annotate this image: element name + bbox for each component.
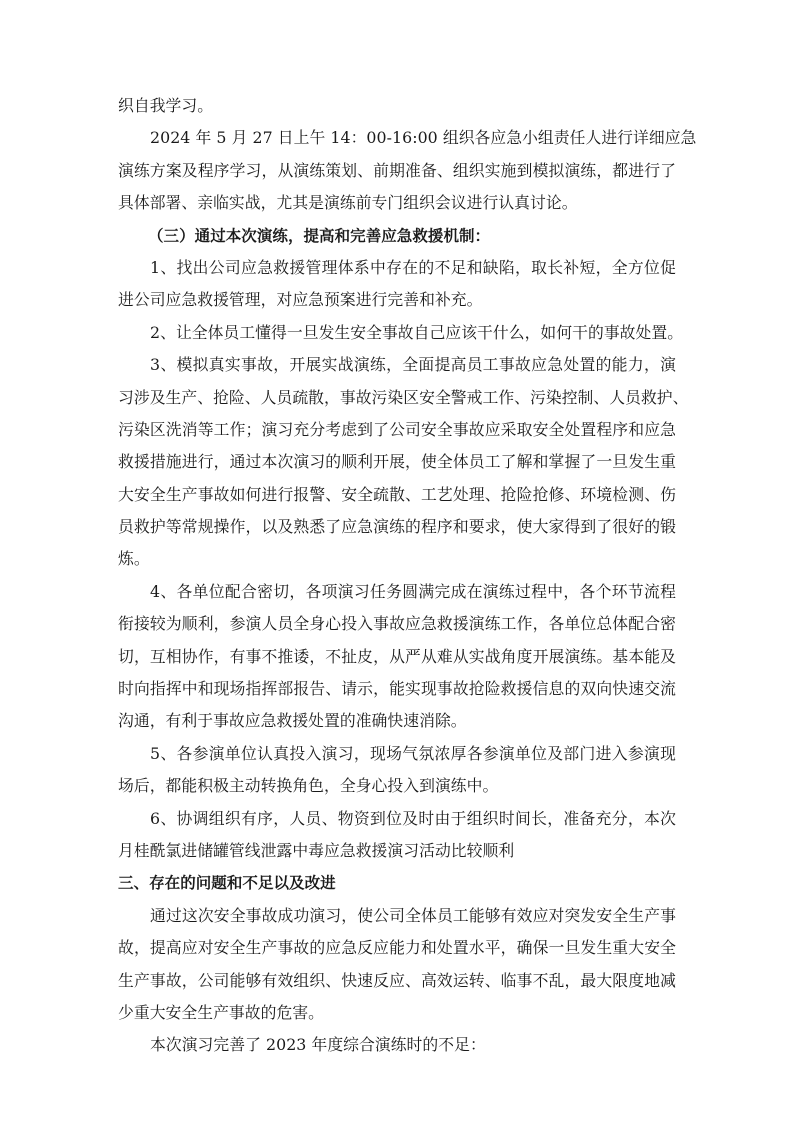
text-line: 场后，都能积极主动转换角色，全身心投入到演练中。 bbox=[118, 776, 499, 796]
list-item-1 bbox=[118, 252, 676, 317]
text-line: 通过这次安全事故成功演习，使公司全体员工能够有效应对突发安全生产事 bbox=[150, 905, 676, 925]
text-line: 污染区洗消等工作；演习充分考虑到了公司安全事故应采取安全处置程序和应急 bbox=[118, 419, 676, 439]
text-line: 切，互相协作，有事不推诿，不扯皮，从严从难从实战角度开展演练。基本能及 bbox=[118, 646, 676, 666]
text-line: 沟通，有利于事故应急救援处置的准确快速消除。 bbox=[118, 711, 467, 731]
text-line: 员救护等常规操作，以及熟悉了应急演练的程序和要求，使大家得到了很好的锻 bbox=[118, 517, 676, 537]
text-line: 进公司应急救援管理，对应急预案进行完善和补充。 bbox=[118, 290, 483, 310]
text-line: 大安全生产事故如何进行报警、安全疏散、工艺处理、抢险抢修、环境检测、伤 bbox=[118, 484, 676, 504]
text-line: 救援措施进行，通过本次演习的顺利开展，使全体员工了解和掌握了一旦发生重 bbox=[118, 452, 676, 472]
text-line: 本次演习完善了 2023 年度综合演练时的不足： bbox=[150, 1035, 486, 1055]
text-line: 故，提高应对安全生产事故的应急反应能力和处置水平，确保一旦发生重大安全 bbox=[118, 938, 676, 958]
text-line: 时向指挥中和现场指挥部报告、请示，能实现事故抢险救援信息的双向快速交流 bbox=[118, 679, 676, 699]
text-line: 生产事故，公司能够有效组织、快速反应、高效运转、临事不乱，最大限度地减 bbox=[118, 970, 676, 990]
paragraph-continuation bbox=[118, 90, 676, 122]
text-line: 1、找出公司应急救援管理体系中存在的不足和缺陷，取长补短，全方位促 bbox=[150, 257, 676, 277]
text-line: 炼。 bbox=[118, 549, 150, 569]
subheading-improve-mechanism bbox=[118, 220, 676, 252]
section-heading-problems bbox=[118, 867, 676, 899]
text-line: 少重大安全生产事故的危害。 bbox=[118, 1002, 325, 1022]
text-line: 月桂酰氯进储罐管线泄露中毒应急救援演习活动比较顺利 bbox=[118, 840, 515, 860]
text-line: 2024 年 5 月 27 日上午 14：00-16:00 组织各应急小组责任人进行详细应急 bbox=[150, 128, 697, 148]
text-line: 6、协调组织有序，人员、物资到位及时由于组织时间长，准备充分，本次 bbox=[150, 808, 676, 828]
text-line: 衔接较为顺利，参演人员全身心投入事故应急救援演练工作，各单位总体配合密 bbox=[118, 614, 676, 634]
text-line: 具体部署、亲临实战，尤其是演练前专门组织会议进行认真讨论。 bbox=[118, 193, 578, 213]
paragraph-schedule bbox=[118, 122, 697, 219]
list-item-6 bbox=[118, 803, 676, 868]
list-item-5 bbox=[118, 738, 676, 803]
list-item-2 bbox=[118, 317, 684, 349]
subheading-text: （三）通过本次演练，提高和完善应急救援机制： bbox=[148, 226, 491, 245]
paragraph-improvements-intro bbox=[118, 1029, 676, 1061]
list-item-3 bbox=[118, 349, 689, 576]
document-page bbox=[118, 90, 697, 1062]
text-line: 4、各单位配合密切，各项演习任务圆满完成在演练过程中，各个环节流程 bbox=[150, 581, 676, 601]
text-line: 3、模拟真实事故，开展实战演练，全面提高员工事故应急处置的能力，演 bbox=[150, 355, 676, 375]
text-line: 5、各参演单位认真投入演习，现场气氛浓厚各参演单位及部门进入参演现 bbox=[150, 743, 676, 763]
section-heading-text: 三、存在的问题和不足以及改进 bbox=[118, 874, 336, 893]
text-line: 织自我学习。 bbox=[118, 96, 214, 115]
text-line: 2、让全体员工懂得一旦发生安全事故自己应该干什么，如何干的事故处置。 bbox=[150, 322, 684, 342]
text-line: 演练方案及程序学习，从演练策划、前期准备、组织实施到模拟演练，都进行了 bbox=[118, 160, 676, 180]
text-line: 习涉及生产、抢险、人员疏散，事故污染区安全警戒工作、污染控制、人员救护、 bbox=[118, 387, 689, 407]
list-item-4 bbox=[118, 576, 676, 738]
paragraph-summary bbox=[118, 900, 676, 1030]
